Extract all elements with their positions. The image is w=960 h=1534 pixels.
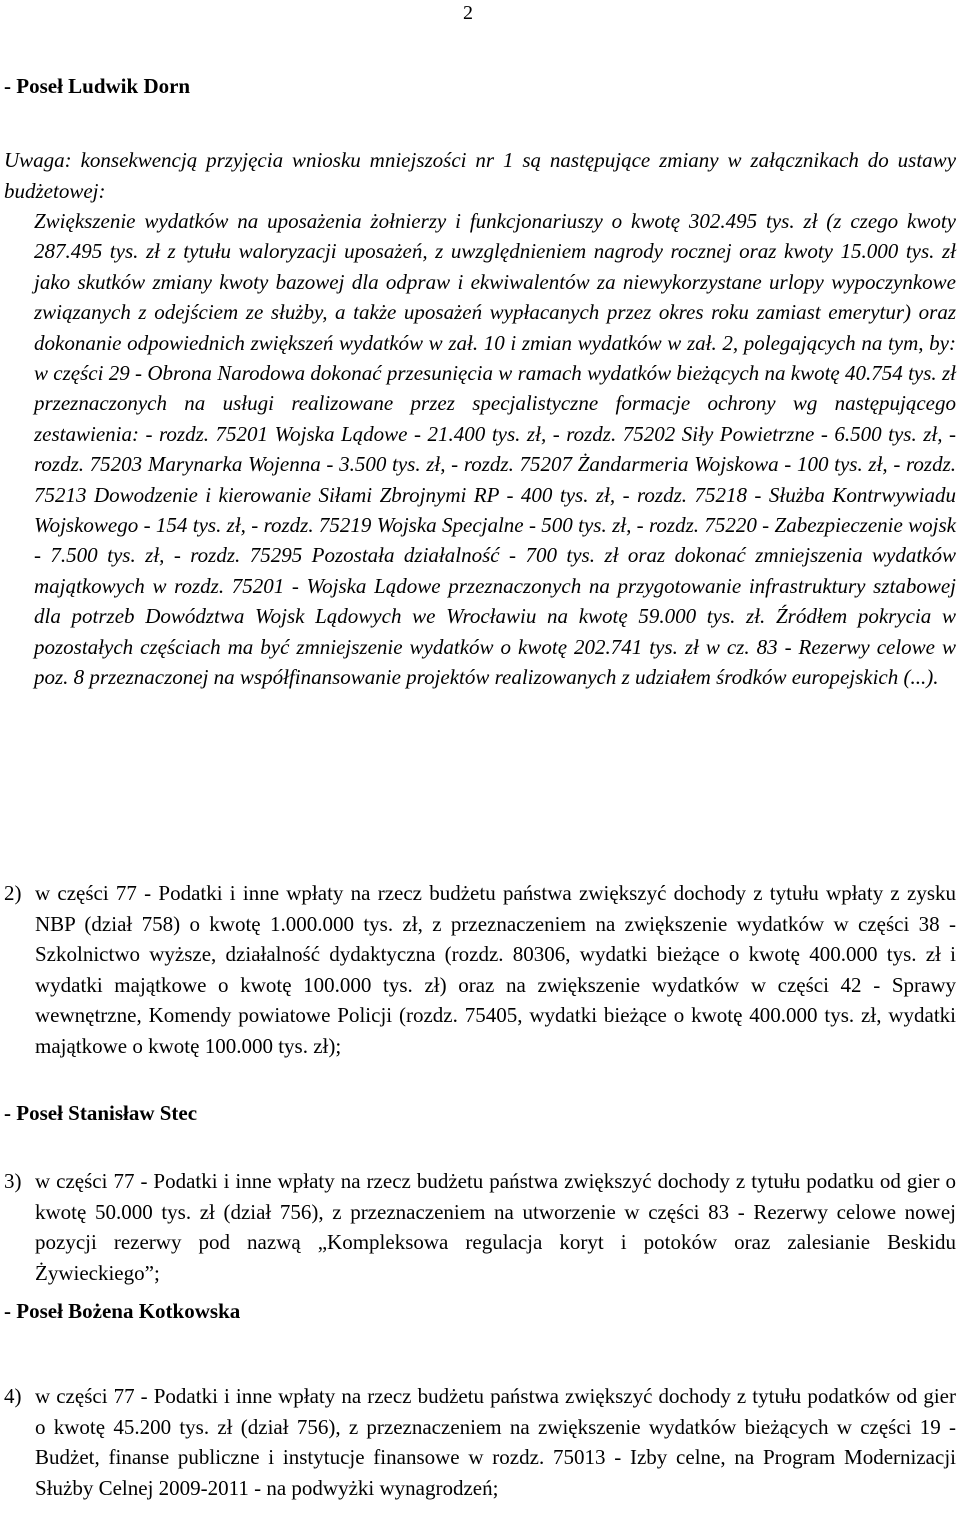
item-number: 4) xyxy=(4,1384,22,1408)
item-number: 3) xyxy=(4,1169,22,1193)
page-number: 2 xyxy=(463,2,473,24)
item-text: w części 77 - Podatki i inne wpłaty na rzecz budżetu państwa zwiększyć dochody z tytułu podatku od gier o kwotę 50.000 tys. zł (dział 756), z przeznaczeniem na utworzenie w części 83 - Rezerwy celowe nowej pozycji rezerwy pod nazwą „Kompleksowa regulacja koryt i potoków oraz zalesianie Beskidu Żywieckiego”; xyxy=(35,1169,956,1285)
detail-text: Zwiększenie wydatków na uposażenia żołnierzy i funkcjonariuszy o kwotę 302.495 tys. zł (z czego kwoty 287.495 tys. zł z tytułu waloryzacji uposażeń, z uwzględnieniem nagrody rocznej oraz kwoty 15.000 tys. zł jako skutków zmiany kwoty bazowej dla odpraw i ekwiwalentów za niewykorzystane urlopy wypoczynkowe związanych z odejściem ze służby, a także uposażeń wypłacanych przez okres roku zamiast emerytur) oraz dokonanie odpowiednich zwiększeń wydatków w zał. 10 i zmian wydatków w zał. 2, polegających na tym, by: w części 29 - Obrona Narodowa dokonać przesunięcia w ramach wydatków bieżących na kwotę 40.754 tys. zł przeznaczonych na usługi realizowane przez specjalistyczne formacje ochrony wg następującego zestawienia: - rozdz. 75201 Wojska Lądowe - 21.400 tys. zł, - rozdz. 75202 Siły Powietrzne - 6.500 tys. zł, - rozdz. 75203 Marynarka Wojenna - 3.500 tys. zł, - rozdz. 75207 Żandarmeria Wojskowa - 100 tys. zł, - rozdz. 75213 Dowodzenie i kierowanie Siłami Zbrojnymi RP - 400 tys. zł, - rozdz. 75218 - Służba Kontrwywiadu Wojskowego - 154 tys. zł, - rozdz. 75219 Wojska Specjalne - 500 tys. zł, - rozdz. 75220 - Zabezpieczenie wojsk - 7.500 tys. zł, - rozdz. 75295 Pozostała działalność - 700 tys. zł oraz dokonać zmniejszenia wydatków majątkowych w rozdz. 75201 - Wojska Lądowe przeznaczonych na przygotowanie infrastruktury sztabowej dla potrzeb Dowództwa Wojsk Lądowych we Wrocławiu na kwotę 59.000 tys. zł. Źródłem pokrycia w pozostałych częściach ma być zmniejszenie wydatków o kwotę 202.741 tys. zł w cz. 83 - Rezerwy celowe w poz. 8 przeznaczonej na współfinansowanie projektów realizowanych z udziałem środków europejskich (...). xyxy=(34,209,956,690)
speaker-heading: - Poseł Ludwik Dorn xyxy=(4,74,191,98)
note-prefix: Uwaga: xyxy=(4,148,72,172)
amendment-detail xyxy=(34,206,956,693)
amendment-item-2 xyxy=(4,878,956,1061)
speaker-heading: - Poseł Bożena Kotkowska xyxy=(4,1299,241,1323)
amendment-item-3 xyxy=(4,1166,956,1288)
note-paragraph xyxy=(4,145,956,206)
item-number: 2) xyxy=(4,881,22,905)
amendment-item-4 xyxy=(4,1381,956,1503)
speaker-heading: - Poseł Stanisław Stec xyxy=(4,1101,198,1125)
note-text: konsekwencją przyjęcia wniosku mniejszości nr 1 są następujące zmiany w załącznikach do ustawy budżetowej: xyxy=(4,148,957,203)
item-text: w części 77 - Podatki i inne wpłaty na rzecz budżetu państwa zwiększyć dochody z tytułu wpłaty z zysku NBP (dział 758) o kwotę 1.000.000 tys. zł, z przeznaczeniem na zwiększenie wydatków w części 38 - Szkolnictwo wyższe, działalność dydaktyczna (rozdz. 80306, wydatki bieżące o kwotę 400.000 tys. zł i wydatki majątkowe o kwotę 100.000 tys. zł) oraz na zwiększenie wydatków w części 42 - Sprawy wewnętrzne, Komendy powiatowe Policji (rozdz. 75405, wydatki bieżące o kwotę 400.000 tys. zł, wydatki majątkowe o kwotę 100.000 tys. zł); xyxy=(35,881,956,1058)
item-text: w części 77 - Podatki i inne wpłaty na rzecz budżetu państwa zwiększyć dochody z tytułu podatków od gier o kwotę 45.200 tys. zł (dział 756), z przeznaczeniem na zwiększenie wydatków bieżących w części 19 - Budżet, finanse publiczne i instytucje finansowe w rozdz. 75013 - Izby celne, na Program Modernizacji Służby Celnej 2009-2011 - na podwyżki wynagrodzeń; xyxy=(35,1384,956,1500)
